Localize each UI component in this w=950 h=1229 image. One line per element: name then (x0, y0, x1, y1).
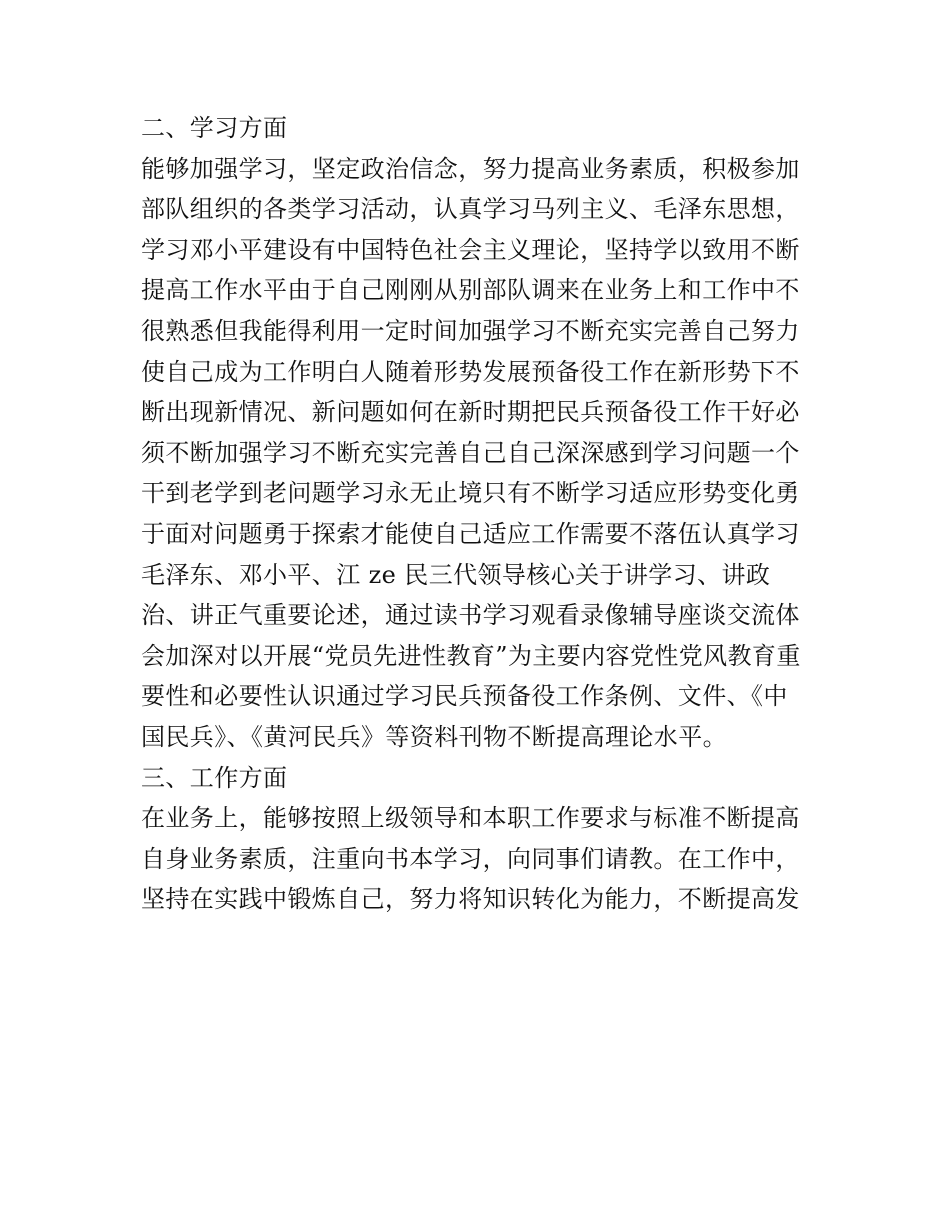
paragraph-line: 能够加强学习，坚定政治信念，努力提高业务素质，积极参加 (141, 154, 800, 183)
paragraph-line: 要性和必要性认识通过学习民兵预备役工作条例、文件、《中 (141, 682, 788, 711)
study-paragraph (141, 149, 821, 758)
paragraph-line: 国民兵》、《黄河民兵》等资料刊物不断提高理论水平。 (141, 722, 727, 751)
paragraph-line: 毛泽东、邓小平、江 ze 民三代领导核心关于讲学习、讲政 (141, 560, 771, 589)
paragraph-line: 自身业务素质，注重向书本学习，向同事们请教。在工作中， (141, 844, 800, 873)
paragraph-line: 坚持在实践中锻炼自己，努力将知识转化为能力，不断提高发 (141, 885, 800, 914)
paragraph-line: 部队组织的各类学习活动，认真学习马列主义、毛泽东思想， (141, 195, 800, 224)
paragraph-line: 学习邓小平建设有中国特色社会主义理论，坚持学以致用不断 (141, 235, 800, 264)
paragraph-line: 提高工作水平由于自己刚刚从别部队调来在业务上和工作中不 (141, 276, 800, 305)
document-body (141, 108, 821, 920)
section-heading-work: 三、工作方面 (141, 763, 288, 792)
section-heading-study: 二、学习方面 (141, 114, 288, 142)
paragraph-line: 断出现新情况、新问题如何在新时期把民兵预备役工作干好必 (141, 398, 800, 427)
paragraph-line: 须不断加强学习不断充实完善自己自己深深感到学习问题一个 (141, 438, 800, 467)
paragraph-line: 会加深对以开展“党员先进性教育”为主要内容党性党风教育重 (141, 641, 801, 670)
work-paragraph (141, 798, 821, 920)
paragraph-line: 很熟悉但我能得利用一定时间加强学习不断充实完善自己努力 (141, 316, 800, 345)
paragraph-line: 使自己成为工作明白人随着形势发展预备役工作在新形势下不 (141, 357, 800, 386)
paragraph-line: 在业务上，能够按照上级领导和本职工作要求与标准不断提高 (141, 804, 800, 833)
paragraph-line: 治、讲正气重要论述，通过读书学习观看录像辅导座谈交流体 (141, 601, 800, 630)
paragraph-line: 于面对问题勇于探索才能使自己适应工作需要不落伍认真学习 (141, 519, 800, 548)
paragraph-line: 干到老学到老问题学习永无止境只有不断学习适应形势变化勇 (141, 479, 800, 508)
